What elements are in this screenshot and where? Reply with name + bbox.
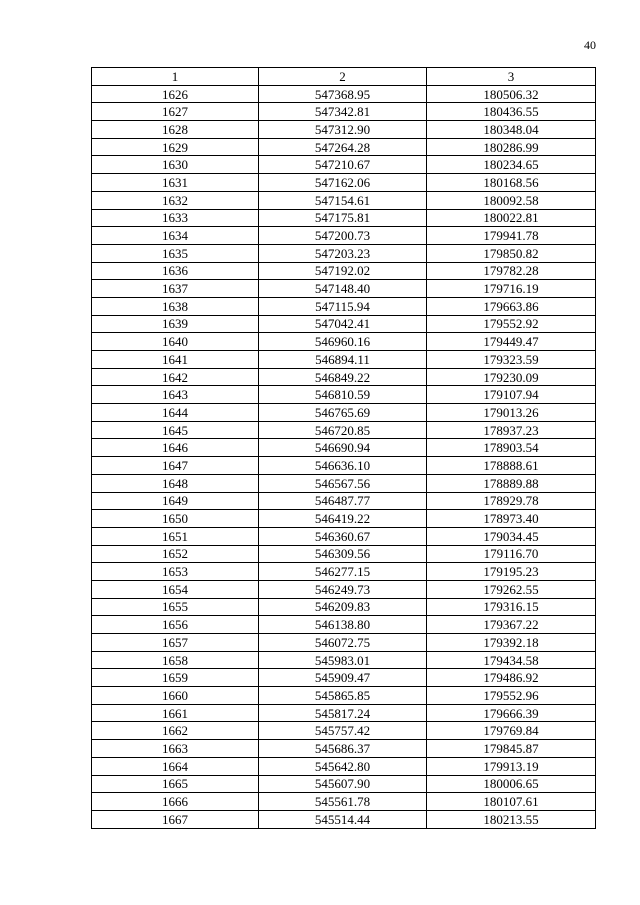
table-row <box>92 580 596 598</box>
x-coordinate-cell: 546567.56 <box>259 474 427 492</box>
x-coordinate-cell: 545607.90 <box>259 775 427 793</box>
y-coordinate-cell: 180022.81 <box>427 209 596 227</box>
y-coordinate-cell: 179262.55 <box>427 580 596 598</box>
y-coordinate-cell: 179013.26 <box>427 404 596 422</box>
point-number-cell: 1661 <box>92 704 259 722</box>
point-number-cell: 1633 <box>92 209 259 227</box>
point-number-cell: 1634 <box>92 227 259 245</box>
table-row <box>92 810 596 828</box>
x-coordinate-cell: 547203.23 <box>259 244 427 262</box>
y-coordinate-cell: 180168.56 <box>427 174 596 192</box>
point-number-cell: 1637 <box>92 280 259 298</box>
x-coordinate-cell: 546690.94 <box>259 439 427 457</box>
point-number-cell: 1636 <box>92 262 259 280</box>
y-coordinate-cell: 179367.22 <box>427 616 596 634</box>
y-coordinate-cell: 180286.99 <box>427 138 596 156</box>
x-coordinate-cell: 547148.40 <box>259 280 427 298</box>
point-number-cell: 1628 <box>92 121 259 139</box>
point-number-cell: 1630 <box>92 156 259 174</box>
x-coordinate-cell: 546765.69 <box>259 404 427 422</box>
table-row <box>92 545 596 563</box>
x-coordinate-cell: 547368.95 <box>259 85 427 103</box>
x-coordinate-cell: 547342.81 <box>259 103 427 121</box>
x-coordinate-cell: 546810.59 <box>259 386 427 404</box>
x-coordinate-cell: 547192.02 <box>259 262 427 280</box>
y-coordinate-cell: 179323.59 <box>427 351 596 369</box>
y-coordinate-cell: 179392.18 <box>427 634 596 652</box>
table-row <box>92 439 596 457</box>
point-number-cell: 1665 <box>92 775 259 793</box>
point-number-cell: 1659 <box>92 669 259 687</box>
table-body <box>92 85 596 828</box>
table-row <box>92 421 596 439</box>
y-coordinate-cell: 180006.65 <box>427 775 596 793</box>
x-coordinate-cell: 547200.73 <box>259 227 427 245</box>
table-header-row <box>92 68 596 86</box>
table-row <box>92 368 596 386</box>
point-number-cell: 1641 <box>92 351 259 369</box>
x-coordinate-cell: 546138.80 <box>259 616 427 634</box>
table-row <box>92 775 596 793</box>
table-row <box>92 510 596 528</box>
point-number-cell: 1655 <box>92 598 259 616</box>
point-number-cell: 1640 <box>92 333 259 351</box>
y-coordinate-cell: 179116.70 <box>427 545 596 563</box>
table-row <box>92 757 596 775</box>
table-row <box>92 404 596 422</box>
x-coordinate-cell: 547264.28 <box>259 138 427 156</box>
y-coordinate-cell: 179769.84 <box>427 722 596 740</box>
table-row <box>92 297 596 315</box>
table-row <box>92 103 596 121</box>
x-coordinate-cell: 547154.61 <box>259 191 427 209</box>
table-row <box>92 651 596 669</box>
table-row <box>92 138 596 156</box>
table-row <box>92 386 596 404</box>
point-number-cell: 1662 <box>92 722 259 740</box>
y-coordinate-cell: 180107.61 <box>427 793 596 811</box>
x-coordinate-cell: 546636.10 <box>259 457 427 475</box>
y-coordinate-cell: 179552.92 <box>427 315 596 333</box>
y-coordinate-cell: 180213.55 <box>427 810 596 828</box>
point-number-cell: 1639 <box>92 315 259 333</box>
y-coordinate-cell: 179195.23 <box>427 563 596 581</box>
point-number-cell: 1631 <box>92 174 259 192</box>
table-row <box>92 209 596 227</box>
y-coordinate-cell: 180234.65 <box>427 156 596 174</box>
point-number-cell: 1667 <box>92 810 259 828</box>
point-number-cell: 1650 <box>92 510 259 528</box>
column-header: 2 <box>259 68 427 86</box>
table-row <box>92 280 596 298</box>
x-coordinate-cell: 546487.77 <box>259 492 427 510</box>
y-coordinate-cell: 178937.23 <box>427 421 596 439</box>
point-number-cell: 1648 <box>92 474 259 492</box>
column-header: 1 <box>92 68 259 86</box>
y-coordinate-cell: 179782.28 <box>427 262 596 280</box>
point-number-cell: 1645 <box>92 421 259 439</box>
x-coordinate-cell: 545686.37 <box>259 740 427 758</box>
table-row <box>92 351 596 369</box>
x-coordinate-cell: 547210.67 <box>259 156 427 174</box>
x-coordinate-cell: 545514.44 <box>259 810 427 828</box>
y-coordinate-cell: 180436.55 <box>427 103 596 121</box>
point-number-cell: 1660 <box>92 687 259 705</box>
table-row <box>92 474 596 492</box>
point-number-cell: 1644 <box>92 404 259 422</box>
y-coordinate-cell: 179230.09 <box>427 368 596 386</box>
table-row <box>92 227 596 245</box>
point-number-cell: 1646 <box>92 439 259 457</box>
y-coordinate-cell: 180092.58 <box>427 191 596 209</box>
point-number-cell: 1656 <box>92 616 259 634</box>
table-row <box>92 722 596 740</box>
table-row <box>92 174 596 192</box>
column-header: 3 <box>427 68 596 86</box>
x-coordinate-cell: 546309.56 <box>259 545 427 563</box>
x-coordinate-cell: 546960.16 <box>259 333 427 351</box>
table-row <box>92 634 596 652</box>
point-number-cell: 1664 <box>92 757 259 775</box>
table-row <box>92 262 596 280</box>
y-coordinate-cell: 178973.40 <box>427 510 596 528</box>
x-coordinate-cell: 546720.85 <box>259 421 427 439</box>
point-number-cell: 1658 <box>92 651 259 669</box>
table-row <box>92 156 596 174</box>
y-coordinate-cell: 179845.87 <box>427 740 596 758</box>
point-number-cell: 1632 <box>92 191 259 209</box>
table-row <box>92 527 596 545</box>
point-number-cell: 1643 <box>92 386 259 404</box>
table-row <box>92 669 596 687</box>
point-number-cell: 1663 <box>92 740 259 758</box>
x-coordinate-cell: 545817.24 <box>259 704 427 722</box>
x-coordinate-cell: 546849.22 <box>259 368 427 386</box>
page-number: 40 <box>584 38 596 52</box>
point-number-cell: 1649 <box>92 492 259 510</box>
y-coordinate-cell: 179666.39 <box>427 704 596 722</box>
x-coordinate-cell: 545909.47 <box>259 669 427 687</box>
table-row <box>92 704 596 722</box>
table-row <box>92 793 596 811</box>
x-coordinate-cell: 545865.85 <box>259 687 427 705</box>
point-number-cell: 1642 <box>92 368 259 386</box>
y-coordinate-cell: 179663.86 <box>427 297 596 315</box>
y-coordinate-cell: 178888.61 <box>427 457 596 475</box>
x-coordinate-cell: 546360.67 <box>259 527 427 545</box>
y-coordinate-cell: 180506.32 <box>427 85 596 103</box>
point-number-cell: 1627 <box>92 103 259 121</box>
x-coordinate-cell: 546277.15 <box>259 563 427 581</box>
point-number-cell: 1626 <box>92 85 259 103</box>
y-coordinate-cell: 179716.19 <box>427 280 596 298</box>
y-coordinate-cell: 179486.92 <box>427 669 596 687</box>
table-row <box>92 687 596 705</box>
x-coordinate-cell: 547042.41 <box>259 315 427 333</box>
table-row <box>92 740 596 758</box>
table-row <box>92 333 596 351</box>
table-row <box>92 492 596 510</box>
x-coordinate-cell: 545757.42 <box>259 722 427 740</box>
table-row <box>92 315 596 333</box>
x-coordinate-cell: 546894.11 <box>259 351 427 369</box>
point-number-cell: 1635 <box>92 244 259 262</box>
y-coordinate-cell: 178889.88 <box>427 474 596 492</box>
y-coordinate-cell: 179034.45 <box>427 527 596 545</box>
x-coordinate-cell: 547162.06 <box>259 174 427 192</box>
table-row <box>92 598 596 616</box>
x-coordinate-cell: 545561.78 <box>259 793 427 811</box>
x-coordinate-cell: 546419.22 <box>259 510 427 528</box>
x-coordinate-cell: 545642.80 <box>259 757 427 775</box>
table-row <box>92 85 596 103</box>
x-coordinate-cell: 547312.90 <box>259 121 427 139</box>
table-row <box>92 121 596 139</box>
table-row <box>92 244 596 262</box>
y-coordinate-cell: 179449.47 <box>427 333 596 351</box>
table-row <box>92 191 596 209</box>
point-number-cell: 1652 <box>92 545 259 563</box>
x-coordinate-cell: 546072.75 <box>259 634 427 652</box>
y-coordinate-cell: 178929.78 <box>427 492 596 510</box>
y-coordinate-cell: 179913.19 <box>427 757 596 775</box>
y-coordinate-cell: 179552.96 <box>427 687 596 705</box>
point-number-cell: 1638 <box>92 297 259 315</box>
x-coordinate-cell: 546209.83 <box>259 598 427 616</box>
y-coordinate-cell: 179316.15 <box>427 598 596 616</box>
x-coordinate-cell: 547115.94 <box>259 297 427 315</box>
y-coordinate-cell: 178903.54 <box>427 439 596 457</box>
table-row <box>92 563 596 581</box>
coordinates-table <box>91 67 596 829</box>
y-coordinate-cell: 179107.94 <box>427 386 596 404</box>
x-coordinate-cell: 547175.81 <box>259 209 427 227</box>
y-coordinate-cell: 179434.58 <box>427 651 596 669</box>
x-coordinate-cell: 546249.73 <box>259 580 427 598</box>
table-row <box>92 457 596 475</box>
point-number-cell: 1653 <box>92 563 259 581</box>
y-coordinate-cell: 179850.82 <box>427 244 596 262</box>
y-coordinate-cell: 179941.78 <box>427 227 596 245</box>
point-number-cell: 1629 <box>92 138 259 156</box>
point-number-cell: 1651 <box>92 527 259 545</box>
table-row <box>92 616 596 634</box>
point-number-cell: 1654 <box>92 580 259 598</box>
point-number-cell: 1657 <box>92 634 259 652</box>
y-coordinate-cell: 180348.04 <box>427 121 596 139</box>
x-coordinate-cell: 545983.01 <box>259 651 427 669</box>
point-number-cell: 1647 <box>92 457 259 475</box>
point-number-cell: 1666 <box>92 793 259 811</box>
